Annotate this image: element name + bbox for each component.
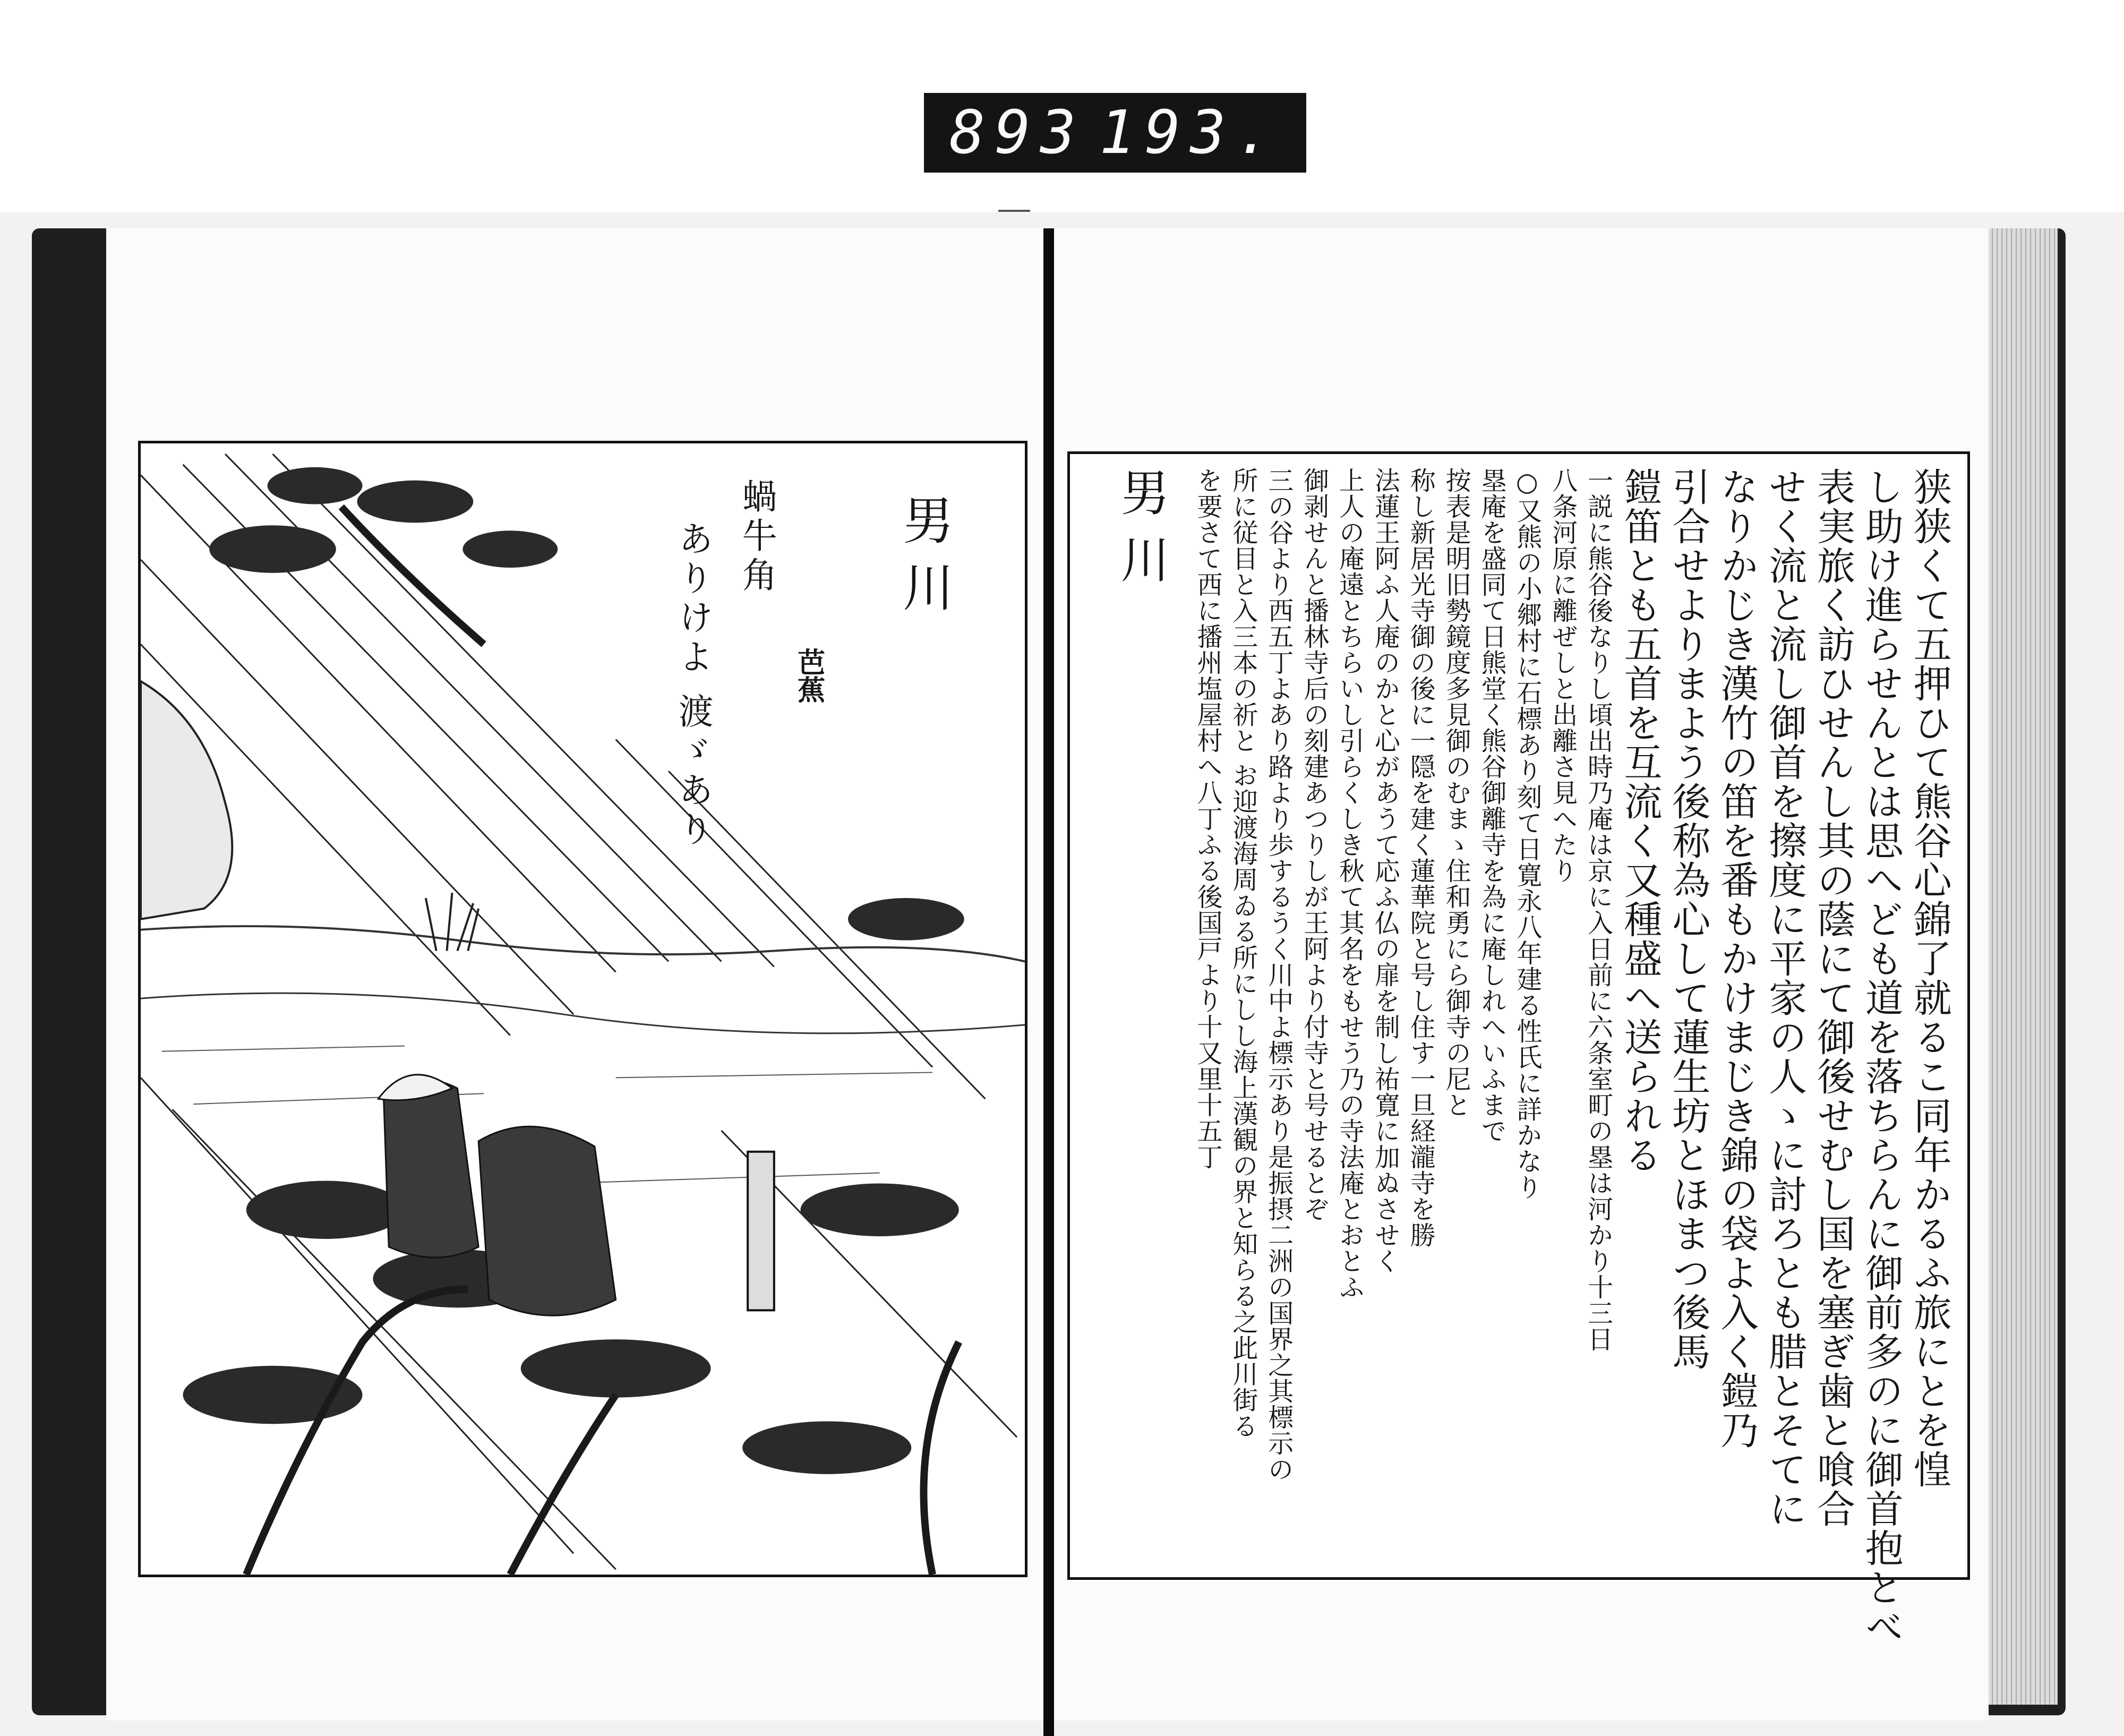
illustration-title: 男川: [894, 494, 954, 628]
page-title: 男川: [1112, 467, 1170, 601]
poem-line-1: 蝸牛角: [736, 478, 777, 596]
note-text-column: 御剥せんと播林寺后の刻建あつりしが王阿より付寺と号せるとぞ: [1299, 467, 1329, 1222]
scan-number-label: [924, 93, 1306, 173]
page-edges: [1989, 228, 2058, 1705]
main-text-column: 表実旅く訪ひせんし其の蔭にて御後せむし国を塞ぎ歯と喰合: [1811, 467, 1855, 1528]
note-text-column: 一説に熊谷後なりし頃出時乃庵は京に入日前に六条室町の塁は河かり十三日: [1583, 467, 1613, 1352]
scan-mark: [998, 210, 1030, 212]
illustration-frame: [138, 441, 1027, 1577]
note-text-column: 八条河原に離ぜしと出離さ見へたり: [1547, 467, 1578, 884]
note-text-column: 上人の庵遠とちらいし引らくしき秋て其名をもせう乃の寺法庵とおとふ: [1334, 467, 1365, 1300]
main-text-column: し助け進らせんとは思へども道を落ちらんに御前多のに御首抱とべ: [1858, 467, 1904, 1646]
note-text-column: を要さて西に播州塩屋村へ八丁ふる後国戸より十又里十五丁: [1193, 467, 1222, 1170]
body-text: [1193, 467, 1952, 1646]
poem-line-2: ありけよ 渡ゞあり: [672, 520, 714, 850]
note-text-column: 塁庵を盛同て日熊堂く熊谷御離寺を為に庵しれへいふまで: [1477, 467, 1506, 1144]
note-text-column: 法蓮王阿ふ人庵のかと心があうて応ふ仏の扉を制し祐寛に加ぬさせく: [1370, 467, 1400, 1274]
note-text-column: 所に従目と入三本の祈と お迎渡海周ゐる所にしし海上漢観の界と知らる之此川街る: [1228, 467, 1258, 1439]
main-text-column: 引合せよりまよう後称為心して蓮生坊とほまつ後馬: [1666, 467, 1711, 1371]
book-gutter: [1043, 228, 1054, 1736]
note-text-column: 称し新居光寺御の後に一隠を建く蓮華院と号し住す一旦経瀧寺を勝: [1406, 467, 1436, 1248]
main-text-column: 鎧笛とも五首を互流く又種盛へ送られる: [1617, 467, 1663, 1175]
note-text-column: 按表是明旧勢鏡度多見御のむまゝ住和勇にら御寺の尼と: [1441, 467, 1471, 1118]
note-text-column: ○又熊の小郷村に石標あり刻て日寛永八年建る性氏に詳かなり: [1512, 467, 1542, 1200]
note-text-column: 三の谷より西五丁よあり路より歩するうく川中よ標示あり是振摂二洲の国界之其標示の: [1263, 467, 1294, 1482]
main-text-column: せく流と流し御首を擦度に平家の人ゝに討ろとも腊とそてに: [1762, 467, 1808, 1528]
scan-number-right: 193.: [1099, 98, 1281, 167]
main-text-column: 狭狭くて五押ひて熊谷心錦了就るこ同年かるふ旅にとを惶: [1907, 467, 1952, 1489]
main-text-column: なりかじき漢竹の笛を番もかけまじき錦の袋よ入く鎧乃: [1714, 467, 1759, 1450]
poet-name: 芭蕉: [792, 648, 825, 703]
scan-number-left: 893: [949, 98, 1086, 167]
rain-storm-illustration-icon: [141, 443, 1025, 1575]
